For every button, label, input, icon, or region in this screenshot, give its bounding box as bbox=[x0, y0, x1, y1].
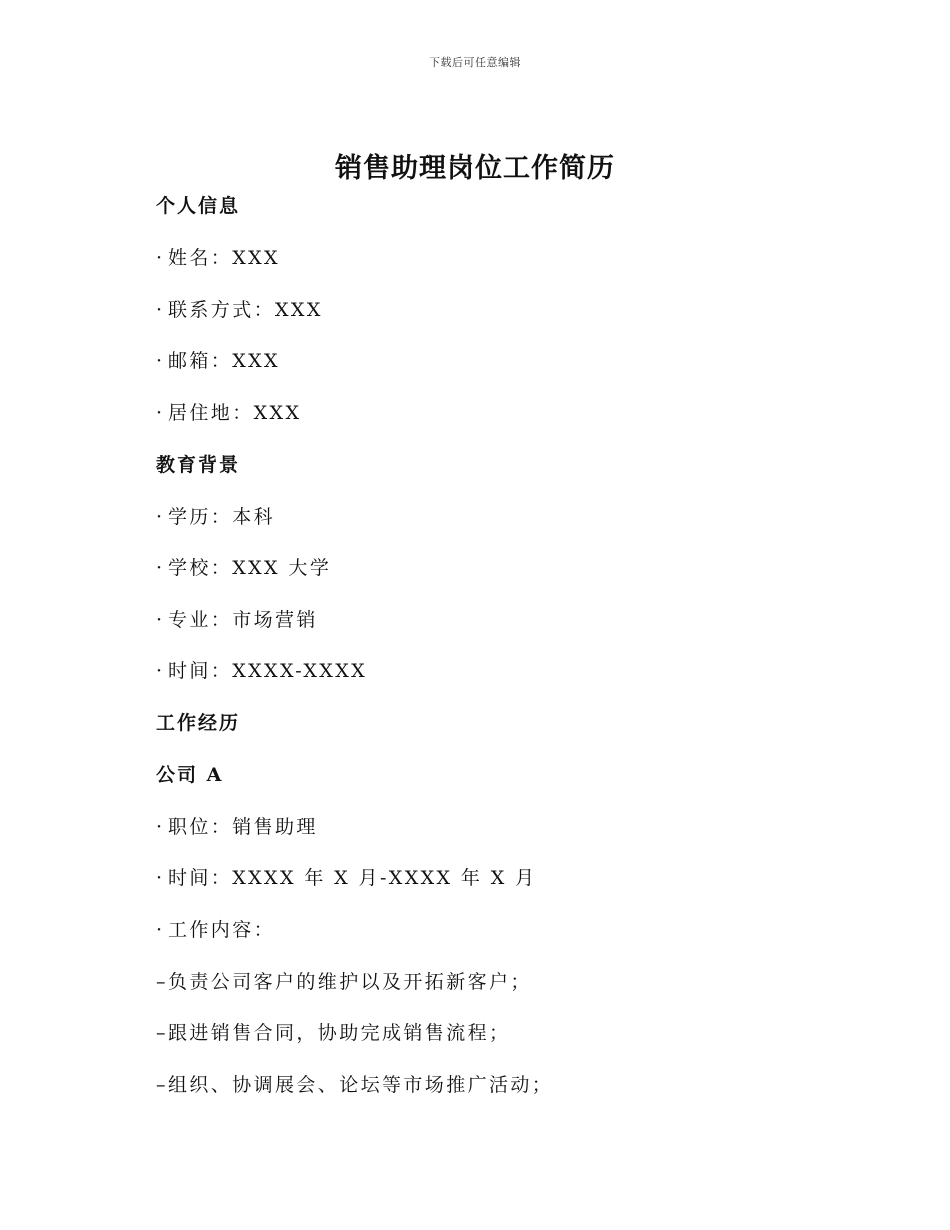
item-text: 姓名：XXX bbox=[168, 247, 280, 269]
item-text: 职位：销售助理 bbox=[168, 816, 318, 838]
bullet-icon: · bbox=[156, 609, 165, 631]
dash-icon: – bbox=[156, 1074, 168, 1096]
bullet-icon: · bbox=[156, 660, 165, 682]
item-text: 学校：XXX 大学 bbox=[168, 557, 332, 579]
item-text: 邮箱：XXX bbox=[168, 350, 280, 372]
duty-item bbox=[156, 1021, 510, 1045]
list-item bbox=[156, 815, 318, 839]
list-item bbox=[156, 349, 280, 373]
bullet-icon: · bbox=[156, 402, 165, 424]
bullet-icon: · bbox=[156, 299, 165, 321]
bullet-icon: · bbox=[156, 350, 165, 372]
duty-item bbox=[156, 1073, 553, 1097]
duty-text: 负责公司客户的维护以及开拓新客户； bbox=[168, 971, 532, 993]
document-title: 销售助理岗位工作简历 bbox=[335, 153, 615, 184]
section-heading-work: 工作经历 bbox=[156, 712, 241, 734]
section-heading-education: 教育背景 bbox=[156, 454, 241, 476]
duty-text: 组织、协调展会、论坛等市场推广活动； bbox=[168, 1074, 554, 1096]
list-item bbox=[156, 918, 275, 942]
item-text: 居住地：XXX bbox=[168, 402, 302, 424]
bullet-icon: · bbox=[156, 247, 165, 269]
list-item bbox=[156, 505, 275, 529]
duty-text: 跟进销售合同，协助完成销售流程； bbox=[168, 1022, 511, 1044]
dash-icon: – bbox=[156, 1022, 168, 1044]
bullet-icon: · bbox=[156, 506, 165, 528]
item-text: 专业：市场营销 bbox=[168, 609, 318, 631]
section-heading-personal: 个人信息 bbox=[156, 195, 241, 217]
item-text: 联系方式：XXX bbox=[168, 299, 323, 321]
list-item bbox=[156, 608, 318, 632]
item-text: 时间：XXXX-XXXX bbox=[168, 660, 368, 682]
bullet-icon: · bbox=[156, 919, 165, 941]
list-item bbox=[156, 866, 537, 890]
list-item bbox=[156, 401, 301, 425]
item-text: 学历：本科 bbox=[168, 506, 276, 528]
bullet-icon: · bbox=[156, 867, 165, 889]
duty-item bbox=[156, 970, 532, 994]
list-item bbox=[156, 556, 331, 580]
bullet-icon: · bbox=[156, 557, 165, 579]
list-item bbox=[156, 298, 323, 322]
company-name: 公司 A bbox=[156, 764, 224, 786]
page-header: 下载后可任意编辑 bbox=[429, 56, 521, 69]
bullet-icon: · bbox=[156, 816, 165, 838]
item-text: 工作内容： bbox=[168, 919, 276, 941]
list-item bbox=[156, 246, 280, 270]
dash-icon: – bbox=[156, 971, 168, 993]
list-item bbox=[156, 659, 367, 683]
item-text: 时间：XXXX 年 X 月-XXXX 年 X 月 bbox=[168, 867, 537, 889]
